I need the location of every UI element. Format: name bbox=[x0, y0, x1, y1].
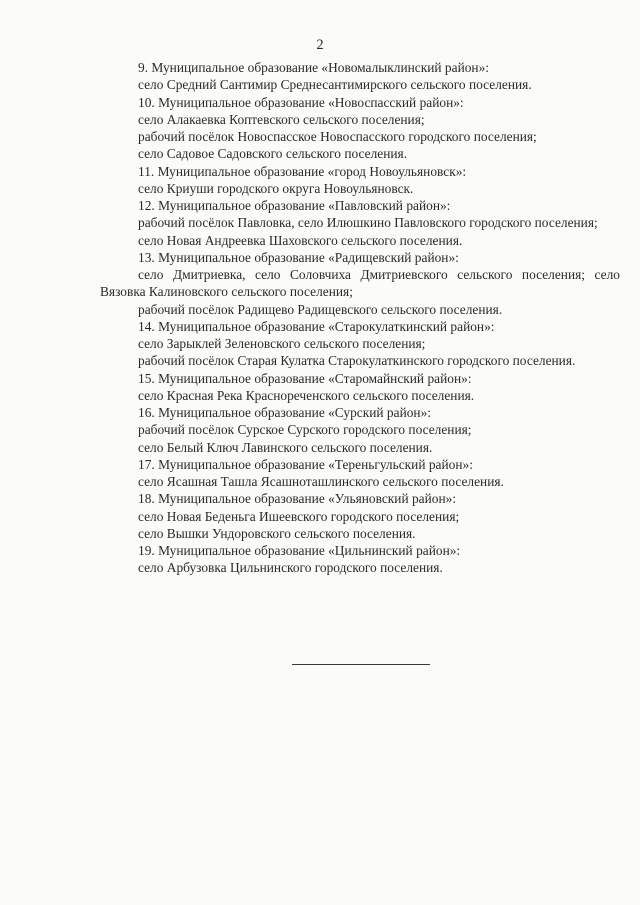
paragraph: 13. Муниципальное образование «Радищевский район»: bbox=[138, 249, 459, 265]
paragraph: 17. Муниципальное образование «Тереньгульский район»: bbox=[138, 456, 473, 472]
paragraph: село Средний Сантимир Среднесантимирского сельского поселения. bbox=[138, 77, 532, 93]
paragraph: село Вышки Ундоровского сельского поселения. bbox=[138, 525, 416, 541]
paragraph: 12. Муниципальное образование «Павловский район»: bbox=[138, 198, 451, 213]
paragraph: 18. Муниципальное образование «Ульяновский район»: bbox=[138, 491, 457, 507]
paragraph: 16. Муниципальное образование «Сурский район»: bbox=[138, 405, 432, 420]
page-number: 2 bbox=[316, 37, 324, 53]
paragraph: рабочий посёлок Павловка, село Илюшкино Павловского городского поселения; bbox=[138, 215, 598, 231]
paragraph: рабочий посёлок Радищево Радищевского сельского поселения. bbox=[138, 301, 503, 317]
paragraph: село Новая Беденьга Ишеевского городского поселения; bbox=[138, 508, 460, 524]
paragraph: село Арбузовка Цильнинского городского поселения. bbox=[138, 560, 443, 576]
paragraph: 9. Муниципальное образование «Новомалыклинский район»: bbox=[138, 60, 490, 75]
paragraph: рабочий посёлок Старая Кулатка Старокулаткинского городского поселения. bbox=[138, 353, 576, 369]
paragraph: село Алакаевка Коптевского сельского поселения; bbox=[138, 111, 425, 127]
paragraph: 14. Муниципальное образование «Старокулаткинский район»: bbox=[138, 318, 495, 334]
paragraph: село Зарыклей Зеленовского сельского поселения; bbox=[138, 336, 426, 351]
paragraph: село Ясашная Ташла Ясашноташлинского сельского поселения. bbox=[138, 474, 504, 489]
paragraph: рабочий посёлок Новоспасское Новоспасского городского поселения; bbox=[138, 129, 537, 144]
paragraph: рабочий посёлок Сурское Сурского городского поселения; bbox=[138, 422, 472, 438]
paragraph: 15. Муниципальное образование «Старомайнский район»: bbox=[138, 370, 472, 386]
paragraph: 19. Муниципальное образование «Цильнинский район»: bbox=[138, 543, 461, 558]
paragraph: село Садовое Садовского сельского поселения. bbox=[138, 146, 408, 162]
paragraph: село Новая Андреевка Шаховского сельского поселения. bbox=[138, 232, 463, 248]
paragraph: село Криуши городского округа Новоульяновск. bbox=[138, 180, 414, 196]
paragraph: село Красная Река Краснореченского сельского поселения. bbox=[138, 387, 475, 403]
paragraph: 10. Муниципальное образование «Новоспасский район»: bbox=[138, 94, 464, 110]
paragraph: 11. Муниципальное образование «город Новоульяновск»: bbox=[138, 163, 467, 179]
closing-divider-line bbox=[292, 664, 430, 665]
paragraph: село Дмитриевка, село Соловчиха Дмитриевского сельского поселения; село Вязовка Калиновского сельского поселения; bbox=[100, 267, 620, 300]
document-body bbox=[100, 59, 620, 577]
paragraph: село Белый Ключ Лавинского сельского поселения. bbox=[138, 439, 433, 455]
